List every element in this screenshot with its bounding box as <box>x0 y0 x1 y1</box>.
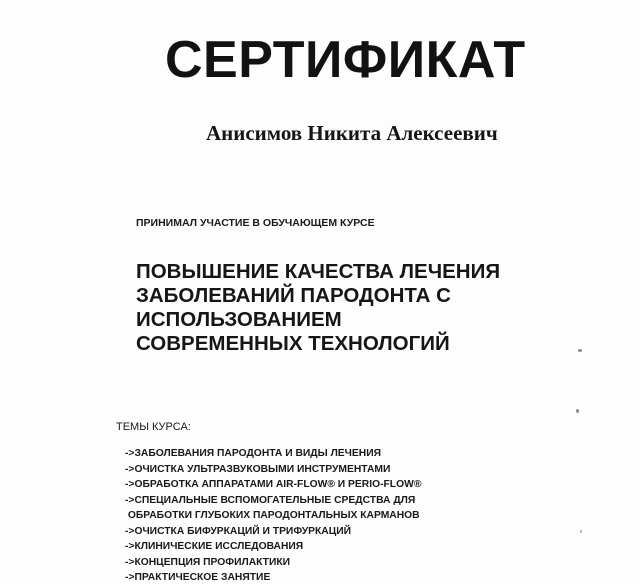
topic-item: ->ОЧИСТКА УЛЬТРАЗВУКОВЫМИ ИНСТРУМЕНТАМИ <box>125 463 391 475</box>
course-title-line: ИСПОЛЬЗОВАНИЕМ <box>136 308 342 331</box>
topic-item: ->КОНЦЕПЦИЯ ПРОФИЛАКТИКИ <box>125 556 291 568</box>
topic-item: ->КЛИНИЧЕСКИЕ ИССЛЕДОВАНИЯ <box>125 541 304 552</box>
course-title-line: СОВРЕМЕННЫХ ТЕХНОЛОГИЙ <box>136 332 450 355</box>
topic-item: ОБРАБОТКИ ГЛУБОКИХ ПАРОДОНТАЛЬНЫХ КАРМАНОВ <box>125 510 420 521</box>
scan-speck <box>578 349 582 352</box>
topic-item: ->ЗАБОЛЕВАНИЯ ПАРОДОНТА И ВИДЫ ЛЕЧЕНИЯ <box>125 448 382 459</box>
topics-heading: ТЕМЫ КУРСА: <box>116 421 191 433</box>
scan-speck <box>576 409 579 413</box>
certificate-title: СЕРТИФИКАТ <box>165 31 526 89</box>
scan-speck <box>580 530 582 533</box>
course-title-line: ЗАБОЛЕВАНИЙ ПАРОДОНТА С <box>136 284 451 307</box>
participation-statement: ПРИНИМАЛ УЧАСТИЕ В ОБУЧАЮЩЕМ КУРСЕ <box>136 217 375 229</box>
course-title <box>136 260 606 356</box>
topic-item: ->ОЧИСТКА БИФУРКАЦИЙ И ТРИФУРКАЦИЙ <box>125 525 352 537</box>
topic-item: ->ОБРАБОТКА АППАРАТАМИ AIR-FLOW® И PERIO-FLOW® <box>125 479 422 490</box>
course-title-line: ПОВЫШЕНИЕ КАЧЕСТВА ЛЕЧЕНИЯ <box>136 260 501 283</box>
topics-list <box>125 446 421 586</box>
topic-item: ->ПРАКТИЧЕСКОЕ ЗАНЯТИЕ <box>125 572 271 583</box>
topic-item: ->СПЕЦИАЛЬНЫЕ ВСПОМОГАТЕЛЬНЫЕ СРЕДСТВА ДЛЯ <box>125 494 416 506</box>
recipient-name: Анисимов Никита Алексеевич <box>206 121 498 145</box>
